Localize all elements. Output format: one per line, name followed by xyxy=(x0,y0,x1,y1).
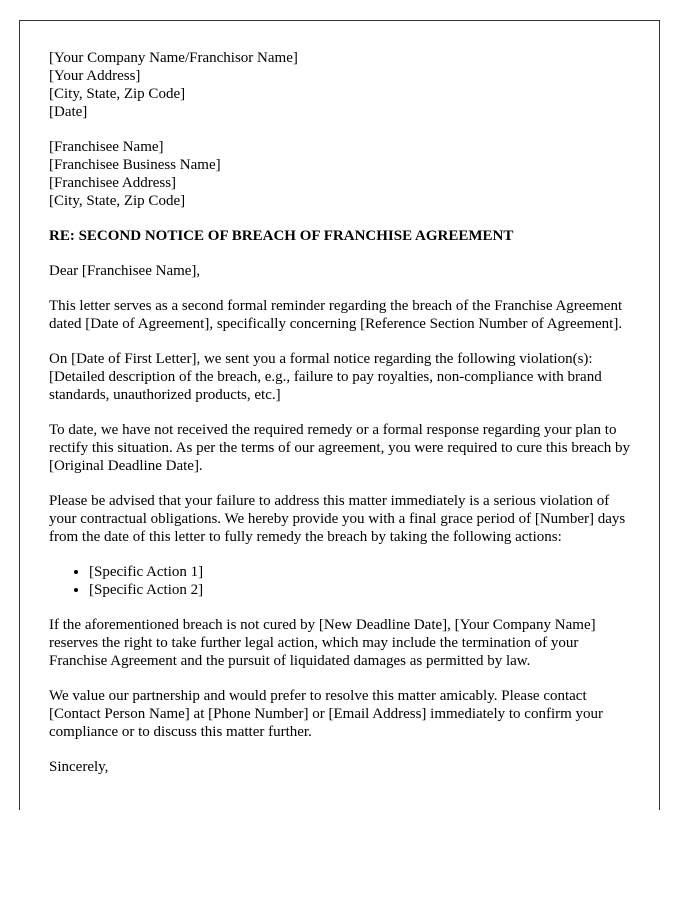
action-list xyxy=(49,563,639,599)
recipient-city-state-zip: [City, State, Zip Code] xyxy=(49,193,186,209)
signoff: Sincerely, xyxy=(49,759,109,775)
sender-address: [Your Address] xyxy=(49,68,141,84)
paragraph-intro: This letter serves as a second formal reminder regarding the breach of the Franchise Agreement dated [Date of Agreement], specifically concerning [Reference Section Number of Agreement]. xyxy=(49,298,623,332)
paragraph-first-notice: On [Date of First Letter], we sent you a formal notice regarding the following violation(s): [Detailed description of the breach, e.g., failure to pay royalties, non-compliance with brand standards, unauthorized products, etc.] xyxy=(49,351,602,403)
letter-page xyxy=(19,20,660,810)
recipient-address: [Franchisee Address] xyxy=(49,175,177,191)
salutation: Dear [Franchisee Name], xyxy=(49,263,201,279)
subject-line: RE: SECOND NOTICE OF BREACH OF FRANCHISE AGREEMENT xyxy=(49,228,514,244)
letter-date: [Date] xyxy=(49,104,88,120)
sender-city-state-zip: [City, State, Zip Code] xyxy=(49,86,186,102)
paragraph-grace-period: Please be advised that your failure to address this matter immediately is a serious violation of your contractual obligations. We hereby provide you with a final grace period of [Number] days from the date of this letter to fully remedy the breach by taking the following actions: xyxy=(49,493,626,545)
paragraph-legal-action: If the aforementioned breach is not cured by [New Deadline Date], [Your Company Name] reserves the right to take further legal action, which may include the termination of your Franchise Agreement and the pursuit of liquidated damages as permitted by law. xyxy=(49,617,596,669)
recipient-block xyxy=(49,138,639,210)
paragraph-no-remedy: To date, we have not received the required remedy or a formal response regarding your plan to rectify this situation. As per the terms of our agreement, you were required to cure this breach by [Original Deadline Date]. xyxy=(49,422,631,474)
recipient-name: [Franchisee Name] xyxy=(49,139,164,155)
recipient-business: [Franchisee Business Name] xyxy=(49,157,221,173)
list-item: • [Specific Action 1] xyxy=(89,563,639,581)
letter-body xyxy=(49,49,639,793)
sender-block xyxy=(49,49,639,121)
paragraph-contact: We value our partnership and would prefer to resolve this matter amicably. Please contact [Contact Person Name] at [Phone Number] or [Email Address] immediately to confirm your compliance or to discuss this matter further. xyxy=(49,688,604,740)
list-item: • [Specific Action 2] xyxy=(89,581,639,599)
sender-name: [Your Company Name/Franchisor Name] xyxy=(49,50,298,66)
